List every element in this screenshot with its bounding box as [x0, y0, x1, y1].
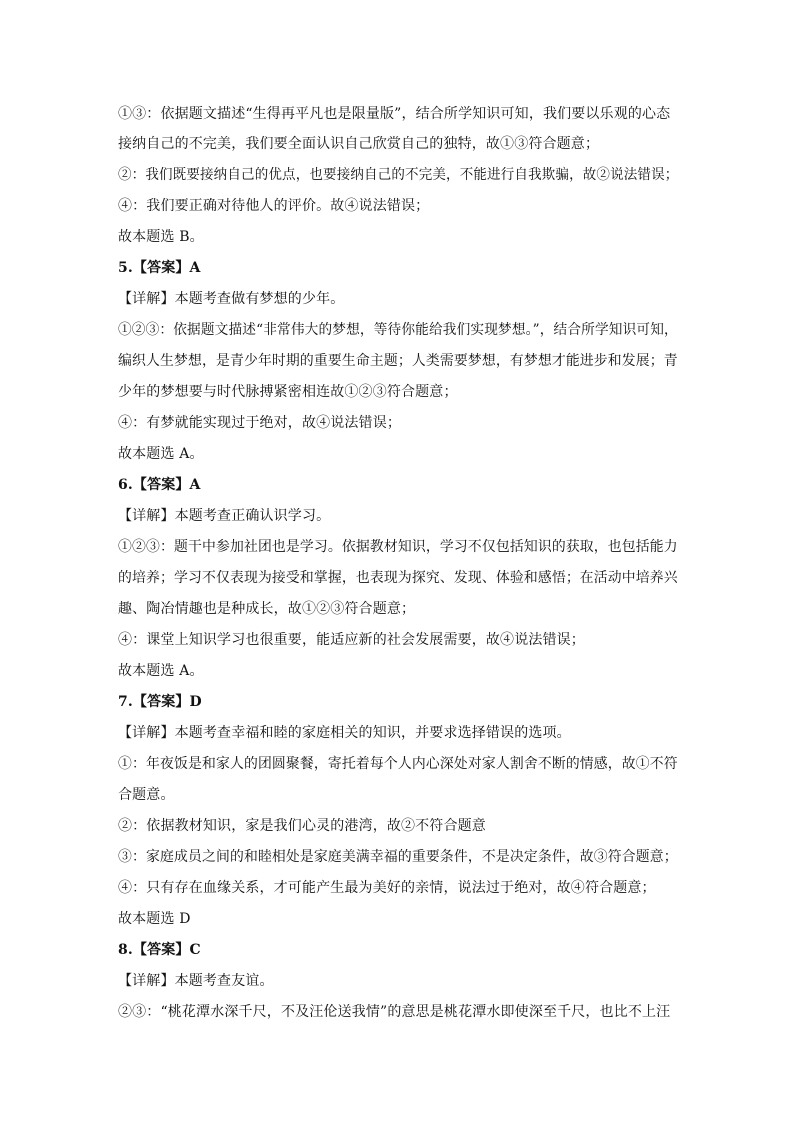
- answer-heading-8: 8.【答案】C: [118, 942, 201, 958]
- text-line: 少年的梦想要与时代脉搏紧密相连故①②③符合题意；: [118, 384, 458, 400]
- text-line: 故本题选 A。: [118, 663, 204, 679]
- text-line: ②：我们既要接纳自己的优点，也要接纳自己的不完美，不能进行自我欺骗，故②说法错误；: [118, 167, 679, 183]
- answer-heading-7: 7.【答案】D: [118, 694, 202, 710]
- text-line: ②：依据教材知识，家是我们心灵的港湾，故②不符合题意: [118, 818, 486, 834]
- text-line: 的培养；学习不仅表现为接受和掌握，也表现为探究、发现、体验和感悟；在活动中培养兴: [118, 570, 678, 586]
- text-line: 编织人生梦想，是青少年时期的重要生命主题；人类需要梦想，有梦想才能进步和发展；青: [118, 353, 678, 369]
- text-line: ①：年夜饭是和家人的团圆聚餐，寄托着每个人内心深处对家人割舍不断的情感，故①不符: [118, 756, 678, 772]
- text-line: ④：有梦就能实现过于绝对，故④说法错误；: [118, 415, 401, 431]
- text-line: ④：课堂上知识学习也很重要，能适应新的社会发展需要，故④说法错误；: [118, 632, 585, 648]
- answer-heading-5: 5.【答案】A: [118, 260, 201, 276]
- text-line: ①②③：题干中参加社团也是学习。依据教材知识，学习不仅包括知识的获取，也包括能力: [118, 539, 678, 555]
- text-line: 【详解】本题考查友谊。: [118, 973, 274, 989]
- text-line: 【详解】本题考查做有梦想的少年。: [118, 291, 345, 307]
- text-line: ④：我们要正确对待他人的评价。故④说法错误；: [118, 198, 430, 214]
- answer-heading-6: 6.【答案】A: [118, 477, 201, 493]
- text-line: 趣、陶冶情趣也是种成长，故①②③符合题意；: [118, 601, 416, 617]
- text-line: ④：只有存在血缘关系，才可能产生最为美好的亲情，说法过于绝对，故④符合题意；: [118, 880, 656, 896]
- text-line: 【详解】本题考查正确认识学习。: [118, 508, 331, 524]
- text-line: ③：家庭成员之间的和睦相处是家庭美满幸福的重要条件，不是决定条件，故③符合题意；: [118, 849, 678, 865]
- text-line: ①③：依据题文描述“生得再平凡也是限量版”，结合所学知识可知，我们要以乐观的心态: [118, 106, 671, 122]
- text-line: 故本题选 D: [118, 911, 191, 927]
- text-line: 故本题选 B。: [118, 229, 204, 245]
- text-line: ②③：“桃花潭水深千尺，不及汪伦送我情”的意思是桃花潭水即使深至千尺，也比不上汪: [118, 1004, 671, 1020]
- text-line: 接纳自己的不完美，我们要全面认识自己欣赏自己的独特，故①③符合题意；: [118, 136, 600, 152]
- text-line: ①②③：依据题文描述“非常伟大的梦想，等待你能给我们实现梦想。”，结合所学知识可知，: [118, 322, 678, 338]
- text-line: 合题意。: [118, 787, 175, 803]
- text-line: 【详解】本题考查幸福和睦的家庭相关的知识，并要求选择错误的选项。: [118, 725, 571, 741]
- text-line: 故本题选 A。: [118, 446, 204, 462]
